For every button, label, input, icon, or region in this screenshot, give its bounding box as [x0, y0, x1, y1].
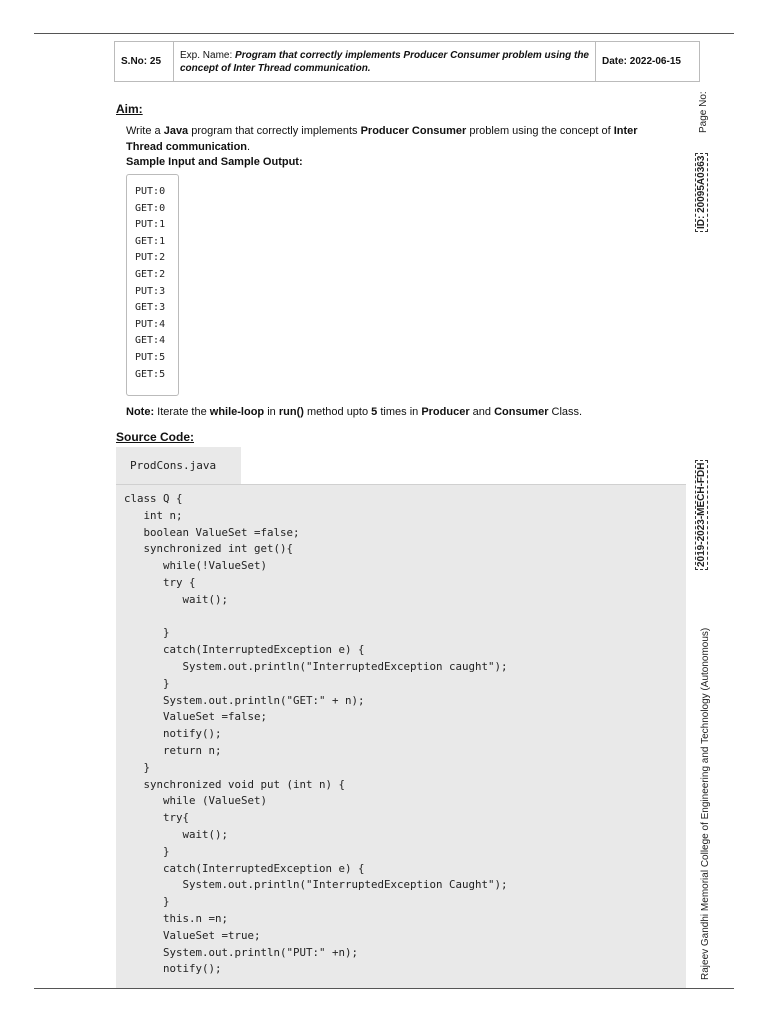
code-line: System.out.println("GET:" + n);	[124, 693, 365, 707]
code-line: }	[124, 626, 170, 640]
sample-output-line: PUT:0	[135, 186, 166, 197]
code-line: class Q {	[124, 492, 183, 505]
code-line: }	[124, 676, 170, 690]
page-number-label: Page No:	[698, 91, 709, 133]
aim-text-bold: Producer Consumer	[360, 125, 467, 137]
code-line: try {	[124, 575, 196, 589]
sample-output-line: GET:0	[135, 202, 166, 214]
sample-output-line: GET:2	[135, 268, 166, 280]
experiment-name-text: Program that correctly implements Producer Consumer problem using the concept of Inter Thread communication.	[180, 49, 589, 74]
code-line: synchronized void put (int n) {	[124, 777, 346, 791]
note-bold: 5	[371, 406, 378, 418]
note-label: Note:	[126, 406, 155, 418]
aim-text-part: Write a	[126, 125, 164, 137]
code-line	[124, 609, 686, 626]
code-line: System.out.println("InterruptedException Caught");	[124, 878, 508, 892]
sample-output-line: PUT:5	[135, 351, 166, 363]
note	[126, 406, 582, 418]
experiment-name-prefix: Exp. Name:	[180, 49, 233, 61]
sample-output-line: GET:3	[135, 302, 166, 314]
note-text: and	[469, 406, 495, 418]
sample-output-line: GET:5	[135, 368, 166, 380]
code-line: ValueSet =false;	[124, 710, 268, 724]
note-text: Class.	[548, 406, 583, 418]
sample-output-line: PUT:1	[135, 219, 166, 231]
code-line: ValueSet =true;	[124, 928, 261, 942]
note-bold: Producer	[421, 406, 470, 418]
note-text: in	[264, 406, 279, 418]
top-rule	[34, 33, 734, 34]
sample-output-line: GET:4	[135, 335, 166, 347]
code-line: boolean ValueSet =false;	[124, 525, 300, 539]
aim-heading: Aim:	[116, 102, 143, 116]
note-text: Iterate the	[154, 406, 210, 418]
code-line: catch(InterruptedException e) {	[124, 643, 365, 657]
code-line: notify();	[124, 962, 222, 976]
note-text: method upto	[303, 406, 372, 418]
code-line: synchronized int get(){	[124, 542, 294, 556]
sample-output-line: PUT:3	[135, 285, 166, 297]
experiment-date: Date: 2022-06-15	[602, 56, 681, 67]
source-code-heading: Source Code:	[116, 430, 195, 444]
aim-text-part: .	[247, 141, 251, 153]
sample-output-line: PUT:4	[135, 318, 166, 330]
student-id: ID: 20095A0363	[695, 153, 708, 232]
note-text: times in	[377, 406, 422, 418]
batch-code: 2019-2023-MECH-FDH	[695, 460, 708, 570]
experiment-header	[114, 41, 700, 82]
code-line: try{	[124, 811, 190, 825]
code-line: }	[124, 844, 170, 858]
code-line: wait();	[124, 827, 229, 841]
code-line: this.n =n;	[124, 911, 229, 925]
note-bold: Consumer	[494, 406, 549, 418]
aim-text-part: program that correctly implements	[188, 125, 361, 137]
code-line: }	[124, 895, 170, 909]
code-line: }	[124, 760, 151, 774]
sample-io-heading: Sample Input and Sample Output:	[126, 156, 303, 168]
code-block	[116, 484, 686, 988]
aim-text-bold: Inter Thread communication	[126, 125, 638, 153]
code-line: System.out.println("InterruptedException caught");	[124, 659, 508, 673]
code-line: while (ValueSet)	[124, 794, 268, 808]
sample-output-box	[126, 174, 179, 396]
bottom-rule	[34, 988, 734, 989]
code-line: int n;	[124, 508, 183, 522]
sample-output-line: PUT:2	[135, 252, 166, 264]
aim-description	[126, 123, 666, 155]
code-line: while(!ValueSet)	[124, 559, 268, 573]
file-tab-prodcons[interactable]: ProdCons.java	[116, 447, 241, 484]
code-line: notify();	[124, 727, 222, 741]
note-bold: while-loop	[209, 406, 265, 418]
code-line: System.out.println("PUT:" +n);	[124, 945, 359, 959]
sample-output-line: GET:1	[135, 235, 166, 247]
aim-text-part: problem using the concept of	[466, 125, 614, 137]
note-bold: run()	[278, 406, 304, 418]
code-line: return n;	[124, 743, 222, 757]
serial-number: S.No: 25	[115, 42, 174, 81]
experiment-name	[174, 42, 596, 81]
code-line: wait();	[124, 592, 229, 606]
code-line: catch(InterruptedException e) {	[124, 861, 365, 875]
college-name: Rajeev Gandhi Memorial College of Engineering and Technology (Autonomous)	[700, 627, 711, 980]
aim-text-bold: Java	[163, 125, 189, 137]
